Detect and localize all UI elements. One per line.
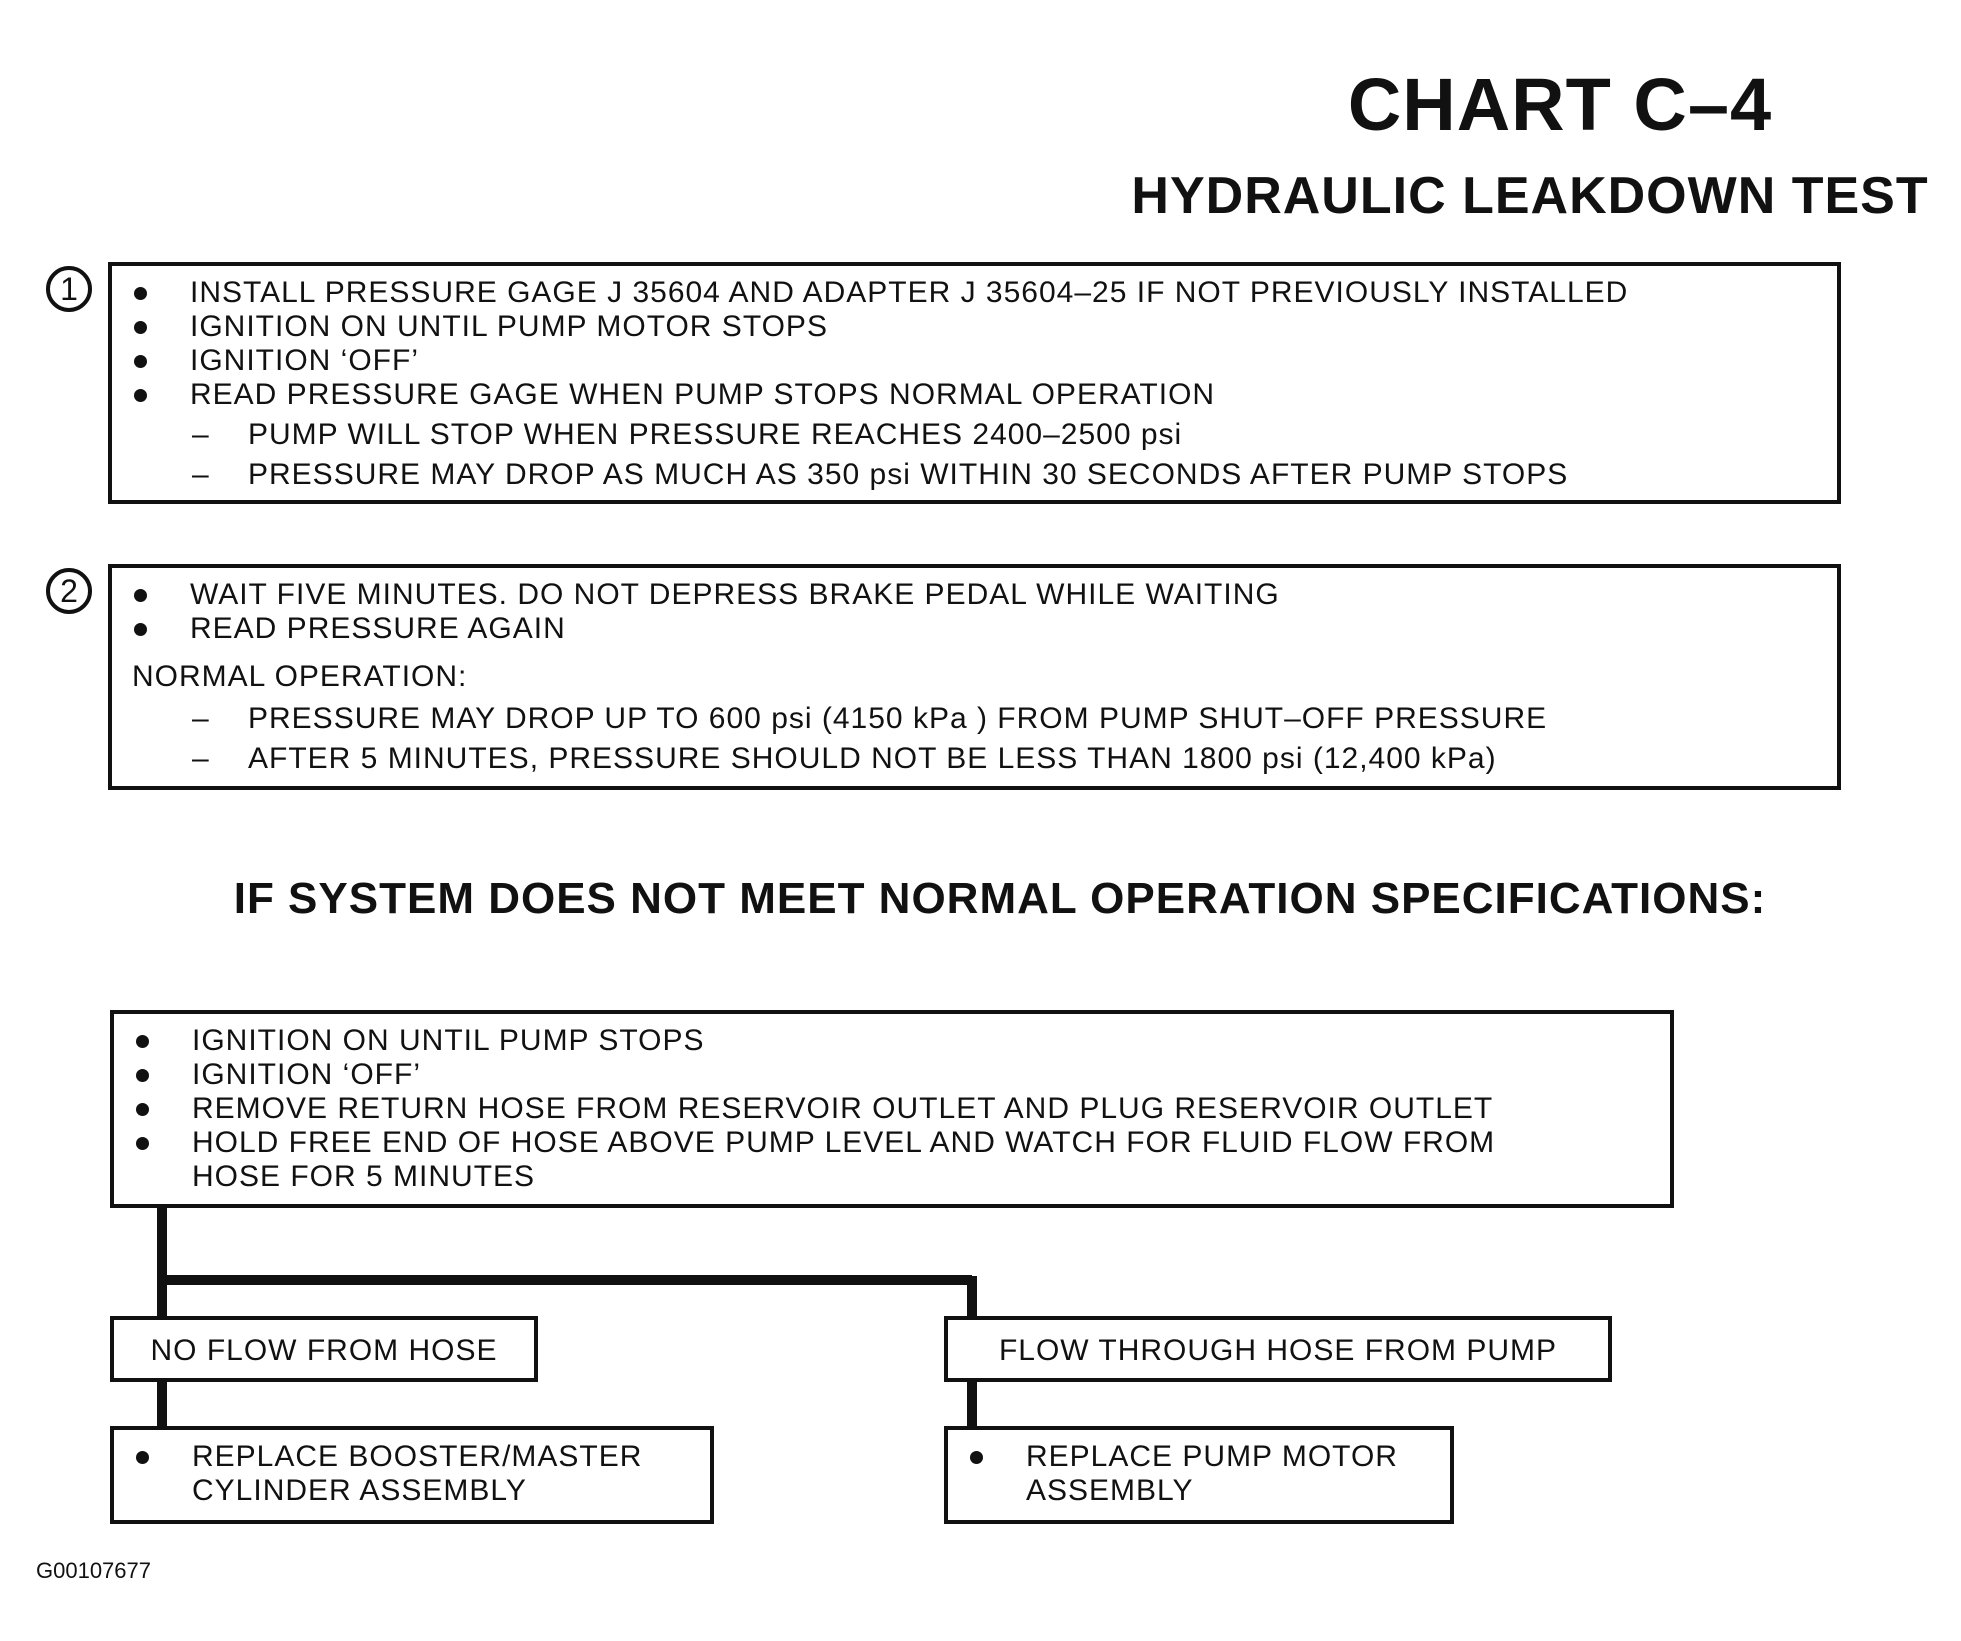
test-procedure-continuation: HOSE FOR 5 MINUTES (192, 1160, 536, 1193)
step-1-bullet: READ PRESSURE GAGE WHEN PUMP STOPS NORMAL OPERATION (190, 378, 1216, 411)
replace-pump-text: REPLACE PUMP MOTOR (1026, 1440, 1398, 1473)
step-1-sub-item: – PRESSURE MAY DROP AS MUCH AS 350 psi WITHIN 30 SECONDS AFTER PUMP STOPS (248, 458, 1568, 492)
test-procedure-bullet: HOLD FREE END OF HOSE ABOVE PUMP LEVEL AND WATCH FOR FLUID FLOW FROM (192, 1126, 1496, 1159)
replace-booster-text-cont: CYLINDER ASSEMBLY (192, 1474, 527, 1507)
no-flow-box (110, 1316, 538, 1382)
step-2-bullet: WAIT FIVE MINUTES. DO NOT DEPRESS BRAKE PEDAL WHILE WAITING (190, 578, 1280, 611)
flow-through-hose-label: FLOW THROUGH HOSE FROM PUMP (998, 1334, 1558, 1367)
replace-pump-box (944, 1426, 1454, 1524)
chart-subtitle: HYDRAULIC LEAKDOWN TEST (1131, 167, 1929, 225)
replace-booster-box (110, 1426, 714, 1524)
replace-pump-text-cont: ASSEMBLY (1026, 1474, 1194, 1507)
figure-id: G00107677 (36, 1558, 151, 1583)
step-2-sub-item: – AFTER 5 MINUTES, PRESSURE SHOULD NOT BE LESS THAN 1800 psi (12,400 kPa) (248, 742, 1497, 776)
step-2-number: 2 (46, 568, 92, 614)
step-1-bullet: IGNITION ON UNTIL PUMP MOTOR STOPS (190, 310, 828, 343)
no-flow-label: NO FLOW FROM HOSE (150, 1334, 498, 1367)
step-2-sub-item: – PRESSURE MAY DROP UP TO 600 psi (4150 kPa ) FROM PUMP SHUT–OFF PRESSURE (248, 702, 1547, 736)
chart-title: CHART C–4 (1347, 63, 1773, 146)
test-procedure-bullet: IGNITION ON UNTIL PUMP STOPS (192, 1024, 705, 1057)
test-procedure-bullet: IGNITION ‘OFF’ (192, 1058, 421, 1091)
flow-through-hose-box (944, 1316, 1612, 1382)
test-procedure-bullet: REMOVE RETURN HOSE FROM RESERVOIR OUTLET AND PLUG RESERVOIR OUTLET (192, 1092, 1494, 1125)
step-1-number: 1 (46, 266, 92, 312)
step-1-bullet: IGNITION ‘OFF’ (190, 344, 419, 377)
step-1-sub-item: – PUMP WILL STOP WHEN PRESSURE REACHES 2400–2500 psi (248, 418, 1182, 452)
section-heading: IF SYSTEM DOES NOT MEET NORMAL OPERATION SPECIFICATIONS: (233, 874, 1767, 923)
step-1-bullet: INSTALL PRESSURE GAGE J 35604 AND ADAPTER J 35604–25 IF NOT PREVIOUSLY INSTALLED (190, 276, 1629, 309)
replace-booster-text: REPLACE BOOSTER/MASTER (192, 1440, 643, 1473)
step-2-bullet: READ PRESSURE AGAIN (190, 612, 566, 645)
normal-operation-label: NORMAL OPERATION: (132, 660, 468, 693)
